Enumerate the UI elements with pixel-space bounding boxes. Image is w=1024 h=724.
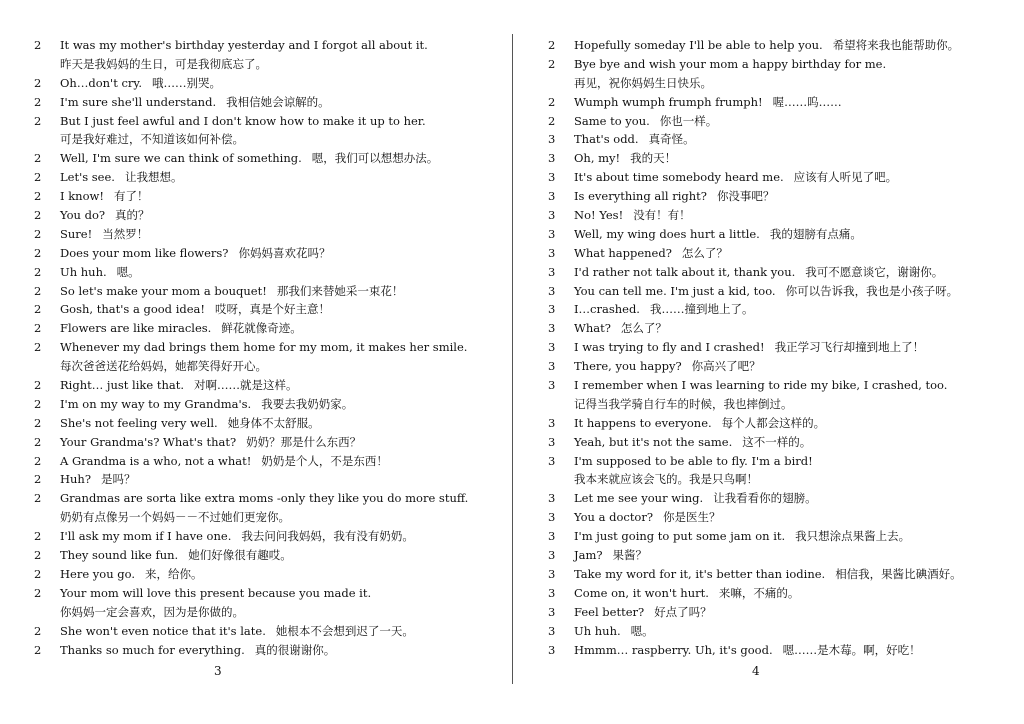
line-number: 3 xyxy=(548,566,556,581)
english-text: I…crashed. xyxy=(574,302,640,317)
line-number: 3 xyxy=(548,510,556,525)
dialogue-line xyxy=(548,357,1018,376)
line-number: 2 xyxy=(34,94,42,109)
chinese-text: 嗯……是木莓。啊，好吃！ xyxy=(782,642,921,657)
chinese-text: 好点了吗？ xyxy=(654,604,712,619)
line-number: 2 xyxy=(34,170,42,185)
chinese-text: 我正学习飞行却撞到地上了！ xyxy=(774,340,925,355)
english-text: Huh? xyxy=(60,472,92,487)
english-text: Uh huh. xyxy=(574,623,621,638)
english-text: Gosh, that's a good idea! xyxy=(60,302,206,317)
line-number: 3 xyxy=(548,434,556,449)
line-number: 2 xyxy=(34,321,42,336)
chinese-text: 每次爸爸送花给妈妈，她都笑得好开心。 xyxy=(60,359,267,374)
chinese-text: 记得当我学骑自行车的时候，我也摔倒过。 xyxy=(574,396,793,411)
english-text: Is everything all right? xyxy=(574,189,707,204)
chinese-text: 奶奶？那是什么东西？ xyxy=(246,434,362,449)
chinese-text: 我要去我奶奶家。 xyxy=(261,396,354,411)
chinese-text: 怎么了？ xyxy=(681,245,728,260)
dialogue-line xyxy=(548,584,1018,603)
english-text: A Grandma is a who, not a what! xyxy=(60,453,252,468)
line-number: 3 xyxy=(548,302,556,317)
dialogue-line xyxy=(548,36,1018,55)
chinese-text: 让我想想。 xyxy=(124,170,183,185)
english-text: Yeah, but it's not the same. xyxy=(574,434,733,449)
dialogue-line xyxy=(548,489,1018,508)
dialogue-line xyxy=(34,319,504,338)
chinese-text: 相信我，果酱比碘酒好。 xyxy=(835,566,962,581)
dialogue-line xyxy=(548,149,1018,168)
chinese-text: 我只想涂点果酱上去。 xyxy=(795,529,911,544)
line-number: 2 xyxy=(548,94,556,109)
line-number: 2 xyxy=(34,415,42,430)
english-text: There, you happy? xyxy=(574,359,682,374)
english-text: Well, my wing does hurt a little. xyxy=(574,226,760,241)
english-text: Well, I'm sure we can think of something. xyxy=(60,151,302,166)
english-text: Take my word for it, it's better than iodine. xyxy=(574,566,826,581)
line-number: 3 xyxy=(548,415,556,430)
dialogue-line xyxy=(34,282,504,301)
dialogue-line xyxy=(548,187,1018,206)
dialogue-line xyxy=(548,508,1018,527)
dialogue-line xyxy=(34,206,504,225)
chinese-text: 你是医生？ xyxy=(663,510,721,525)
line-number: 2 xyxy=(34,585,42,600)
english-text: You can tell me. I'm just a kid, too. xyxy=(574,283,776,298)
english-text: I'd rather not talk about it, thank you. xyxy=(574,264,796,279)
chinese-text: 真奇怪。 xyxy=(648,132,695,147)
line-number: 2 xyxy=(34,642,42,657)
chinese-text: 来，给你。 xyxy=(145,566,203,581)
english-text: So let's make your mom a bouquet! xyxy=(60,283,267,298)
dialogue-line xyxy=(548,225,1018,244)
line-number: 3 xyxy=(548,453,556,468)
chinese-text: 果酱？ xyxy=(612,548,648,563)
dialogue-line xyxy=(548,470,1018,489)
english-text: No! Yes! xyxy=(574,208,624,223)
english-text: You do? xyxy=(60,208,106,223)
chinese-text: 我相信她会谅解的。 xyxy=(226,94,330,109)
chinese-text: 我的天！ xyxy=(630,151,677,166)
chinese-text: 我的翅膀有点痛。 xyxy=(769,226,862,241)
english-text: Your mom will love this present because you made it. xyxy=(60,585,372,600)
chinese-text: 嗯。 xyxy=(630,623,654,638)
english-text: Oh…don't cry. xyxy=(60,75,143,90)
english-text: Bye bye and wish your mom a happy birthday for me. xyxy=(574,56,887,71)
english-text: Flowers are like miracles. xyxy=(60,321,212,336)
chinese-text: 奶奶是个人，不是东西！ xyxy=(261,453,388,468)
english-text: Whenever my dad brings them home for my mom, it makes her smile. xyxy=(60,340,468,355)
english-text: Uh huh. xyxy=(60,264,107,279)
english-text: Right… just like that. xyxy=(60,378,184,393)
line-number: 3 xyxy=(548,245,556,260)
dialogue-line xyxy=(548,452,1018,471)
dialogue-line xyxy=(34,244,504,263)
chinese-text: 应该有人听见了吧。 xyxy=(793,170,898,185)
line-number: 3 xyxy=(548,585,556,600)
chinese-text: 她身体不太舒服。 xyxy=(227,415,320,430)
line-number: 2 xyxy=(34,208,42,223)
page-number-3: 3 xyxy=(214,664,222,678)
line-number: 3 xyxy=(548,264,556,279)
english-text: She's not feeling very well. xyxy=(60,415,218,430)
english-text: Same to you. xyxy=(574,113,650,128)
dialogue-line xyxy=(34,489,504,508)
chinese-text: 对啊……就是这样。 xyxy=(193,378,298,393)
dialogue-line xyxy=(548,263,1018,282)
dialogue-line xyxy=(34,376,504,395)
chinese-text: 喔……呜…… xyxy=(772,94,842,109)
chinese-text: 真的？ xyxy=(115,208,150,223)
line-number: 3 xyxy=(548,359,556,374)
dialogue-line xyxy=(34,74,504,93)
line-number: 3 xyxy=(548,283,556,298)
line-number: 2 xyxy=(34,151,42,166)
chinese-text: 我可不愿意谈它，谢谢你。 xyxy=(805,264,944,279)
chinese-text: 来嘛，不痛的。 xyxy=(718,585,800,600)
english-text: I'll ask my mom if I have one. xyxy=(60,529,232,544)
chinese-text: 鲜花就像奇迹。 xyxy=(221,321,302,336)
chinese-text: 她们好像很有趣哎。 xyxy=(188,548,292,563)
line-number: 3 xyxy=(548,226,556,241)
dialogue-line xyxy=(548,603,1018,622)
english-text: Jam? xyxy=(574,548,603,563)
line-number: 2 xyxy=(34,302,42,317)
dialogue-line xyxy=(34,93,504,112)
dialogue-line xyxy=(548,93,1018,112)
line-number: 2 xyxy=(34,38,42,52)
chinese-text: 哦……别哭。 xyxy=(152,75,222,90)
dialogue-line xyxy=(548,565,1018,584)
chinese-text: 你没事吧？ xyxy=(716,189,775,204)
dialogue-line xyxy=(34,55,504,74)
chinese-text: 是吗？ xyxy=(101,472,136,487)
english-text: Hmmm… raspberry. Uh, it's good. xyxy=(574,642,773,657)
dialogue-line xyxy=(548,414,1018,433)
english-text: Grandmas are sorta like extra moms -only they like you do more stuff. xyxy=(60,491,469,506)
page-3-column xyxy=(34,36,504,659)
line-number: 3 xyxy=(548,321,556,336)
chinese-text: 让我看看你的翅膀。 xyxy=(713,491,817,506)
chinese-text: 那我们来替她采一束花！ xyxy=(276,283,404,298)
dialogue-line xyxy=(548,527,1018,546)
line-number: 3 xyxy=(548,623,556,638)
dialogue-line xyxy=(34,357,504,376)
dialogue-line xyxy=(548,244,1018,263)
dialogue-line xyxy=(34,622,504,641)
line-number: 2 xyxy=(34,529,42,544)
chinese-text: 怎么了？ xyxy=(620,321,667,336)
line-number: 3 xyxy=(548,548,556,563)
chinese-text: 你妈妈喜欢花吗？ xyxy=(238,245,331,260)
dialogue-line xyxy=(34,395,504,414)
english-text: It's about time somebody heard me. xyxy=(574,170,784,185)
english-text: I'm supposed to be able to fly. I'm a bird! xyxy=(574,453,813,468)
english-text: What happened? xyxy=(574,245,672,260)
dialogue-line xyxy=(548,206,1018,225)
english-text: I know! xyxy=(60,189,104,204)
dialogue-line xyxy=(34,414,504,433)
line-number: 2 xyxy=(548,56,556,71)
english-text: It happens to everyone. xyxy=(574,415,712,430)
line-number: 2 xyxy=(34,566,42,581)
english-text: What? xyxy=(574,321,611,336)
line-number: 2 xyxy=(548,38,556,52)
line-number: 2 xyxy=(34,75,42,90)
line-number: 2 xyxy=(34,283,42,298)
chinese-text: 没有！有！ xyxy=(633,208,691,223)
dialogue-line xyxy=(34,603,504,622)
column-divider xyxy=(512,34,513,684)
dialogue-line xyxy=(34,527,504,546)
chinese-text: 可是我好难过，不知道该如何补偿。 xyxy=(60,132,244,147)
dialogue-line xyxy=(34,584,504,603)
dialogue-line xyxy=(34,433,504,452)
english-text: Your Grandma's? What's that? xyxy=(60,434,237,449)
chinese-text: 奶奶有点像另一个妈妈－－不过她们更宠你。 xyxy=(60,510,290,525)
chinese-text: 这不一样的。 xyxy=(742,434,812,449)
english-text: Does your mom like flowers? xyxy=(60,245,229,260)
line-number: 3 xyxy=(548,642,556,657)
english-text: Let's see. xyxy=(60,170,115,185)
dialogue-line xyxy=(34,168,504,187)
english-text: That's odd. xyxy=(574,132,639,147)
chinese-text: 你也一样。 xyxy=(659,113,718,128)
page-4-column xyxy=(548,36,1018,659)
line-number: 3 xyxy=(548,529,556,544)
dialogue-line xyxy=(34,338,504,357)
line-number: 3 xyxy=(548,151,556,166)
dialogue-line xyxy=(548,376,1018,395)
chinese-text: 你妈妈一定会喜欢，因为是你做的。 xyxy=(60,604,244,619)
chinese-text: 嗯，我们可以想想办法。 xyxy=(311,151,439,166)
chinese-text: 她根本不会想到迟了一天。 xyxy=(275,623,414,638)
english-text: She won't even notice that it's late. xyxy=(60,623,266,638)
chinese-text: 我本来就应该会飞的。我是只鸟啊！ xyxy=(574,472,758,487)
line-number: 2 xyxy=(34,245,42,260)
english-text: I'm just going to put some jam on it. xyxy=(574,529,786,544)
chinese-text: 哎呀，真是个好主意！ xyxy=(215,302,331,317)
dialogue-line xyxy=(548,300,1018,319)
dialogue-line xyxy=(548,622,1018,641)
chinese-text: 我去问问我妈妈，我有没有奶奶。 xyxy=(241,529,414,544)
dialogue-line xyxy=(34,149,504,168)
dialogue-line xyxy=(548,130,1018,149)
dialogue-line xyxy=(34,546,504,565)
dialogue-line xyxy=(548,338,1018,357)
dialogue-line xyxy=(34,565,504,584)
line-number: 3 xyxy=(548,189,556,204)
chinese-text: 当然罗！ xyxy=(102,226,149,241)
line-number: 2 xyxy=(34,434,42,449)
english-text: It was my mother's birthday yesterday and I forgot all about it. xyxy=(60,38,428,52)
dialogue-line xyxy=(548,433,1018,452)
english-text: Wumph wumph frumph frumph! xyxy=(574,94,763,109)
dialogue-line xyxy=(548,74,1018,93)
dialogue-line xyxy=(34,225,504,244)
english-text: I remember when I was learning to ride my bike, I crashed, too. xyxy=(574,378,948,393)
line-number: 2 xyxy=(34,548,42,563)
english-text: Here you go. xyxy=(60,566,136,581)
chinese-text: 每个人都会这样的。 xyxy=(721,415,826,430)
dialogue-line xyxy=(548,319,1018,338)
english-text: Let me see your wing. xyxy=(574,491,704,506)
line-number: 2 xyxy=(34,264,42,279)
dialogue-line xyxy=(548,112,1018,131)
chinese-text: 我……撞到地上了。 xyxy=(649,302,754,317)
dialogue-line xyxy=(548,641,1018,660)
dialogue-line xyxy=(34,263,504,282)
line-number: 2 xyxy=(34,396,42,411)
line-number: 2 xyxy=(34,472,42,487)
line-number: 3 xyxy=(548,378,556,393)
line-number: 2 xyxy=(34,340,42,355)
english-text: Feel better? xyxy=(574,604,645,619)
chinese-text: 再见，祝你妈妈生日快乐。 xyxy=(574,75,712,90)
chinese-text: 嗯。 xyxy=(116,264,140,279)
page-number-4: 4 xyxy=(752,664,760,678)
dialogue-line xyxy=(34,112,504,131)
dialogue-line xyxy=(34,36,504,55)
dialogue-line xyxy=(34,130,504,149)
line-number: 2 xyxy=(34,226,42,241)
chinese-text: 希望将来我也能帮助你。 xyxy=(832,38,960,52)
english-text: I'm sure she'll understand. xyxy=(60,94,217,109)
line-number: 2 xyxy=(34,453,42,468)
chinese-text: 你高兴了吧？ xyxy=(691,359,761,374)
line-number: 3 xyxy=(548,132,556,147)
chinese-text: 真的很谢谢你。 xyxy=(254,642,336,657)
dialogue-line xyxy=(548,395,1018,414)
line-number: 2 xyxy=(34,491,42,506)
dialogue-line xyxy=(34,452,504,471)
english-text: Oh, my! xyxy=(574,151,621,166)
line-number: 2 xyxy=(34,623,42,638)
dialogue-line xyxy=(548,55,1018,74)
line-number: 3 xyxy=(548,208,556,223)
chinese-text: 昨天是我妈妈的生日，可是我彻底忘了。 xyxy=(60,56,267,71)
dialogue-line xyxy=(548,546,1018,565)
line-number: 3 xyxy=(548,491,556,506)
english-text: Hopefully someday I'll be able to help you. xyxy=(574,38,823,52)
chinese-text: 有了！ xyxy=(113,189,149,204)
line-number: 2 xyxy=(548,113,556,128)
english-text: Sure! xyxy=(60,226,93,241)
dialogue-line xyxy=(34,508,504,527)
line-number: 3 xyxy=(548,170,556,185)
line-number: 2 xyxy=(34,113,42,128)
english-text: I was trying to fly and I crashed! xyxy=(574,340,765,355)
line-number: 2 xyxy=(34,189,42,204)
line-number: 3 xyxy=(548,604,556,619)
dialogue-line xyxy=(34,470,504,489)
dialogue-line xyxy=(34,641,504,660)
dialogue-line xyxy=(548,282,1018,301)
english-text: Thanks so much for everything. xyxy=(60,642,245,657)
dialogue-line xyxy=(548,168,1018,187)
english-text: Come on, it won't hurt. xyxy=(574,585,709,600)
chinese-text: 你可以告诉我，我也是小孩子呀。 xyxy=(785,283,959,298)
english-text: I'm on my way to my Grandma's. xyxy=(60,396,252,411)
english-text: You a doctor? xyxy=(574,510,654,525)
line-number: 3 xyxy=(548,340,556,355)
dialogue-line xyxy=(34,187,504,206)
dialogue-line xyxy=(34,300,504,319)
line-number: 2 xyxy=(34,378,42,393)
english-text: But I just feel awful and I don't know how to make it up to her. xyxy=(60,113,426,128)
english-text: They sound like fun. xyxy=(60,548,179,563)
